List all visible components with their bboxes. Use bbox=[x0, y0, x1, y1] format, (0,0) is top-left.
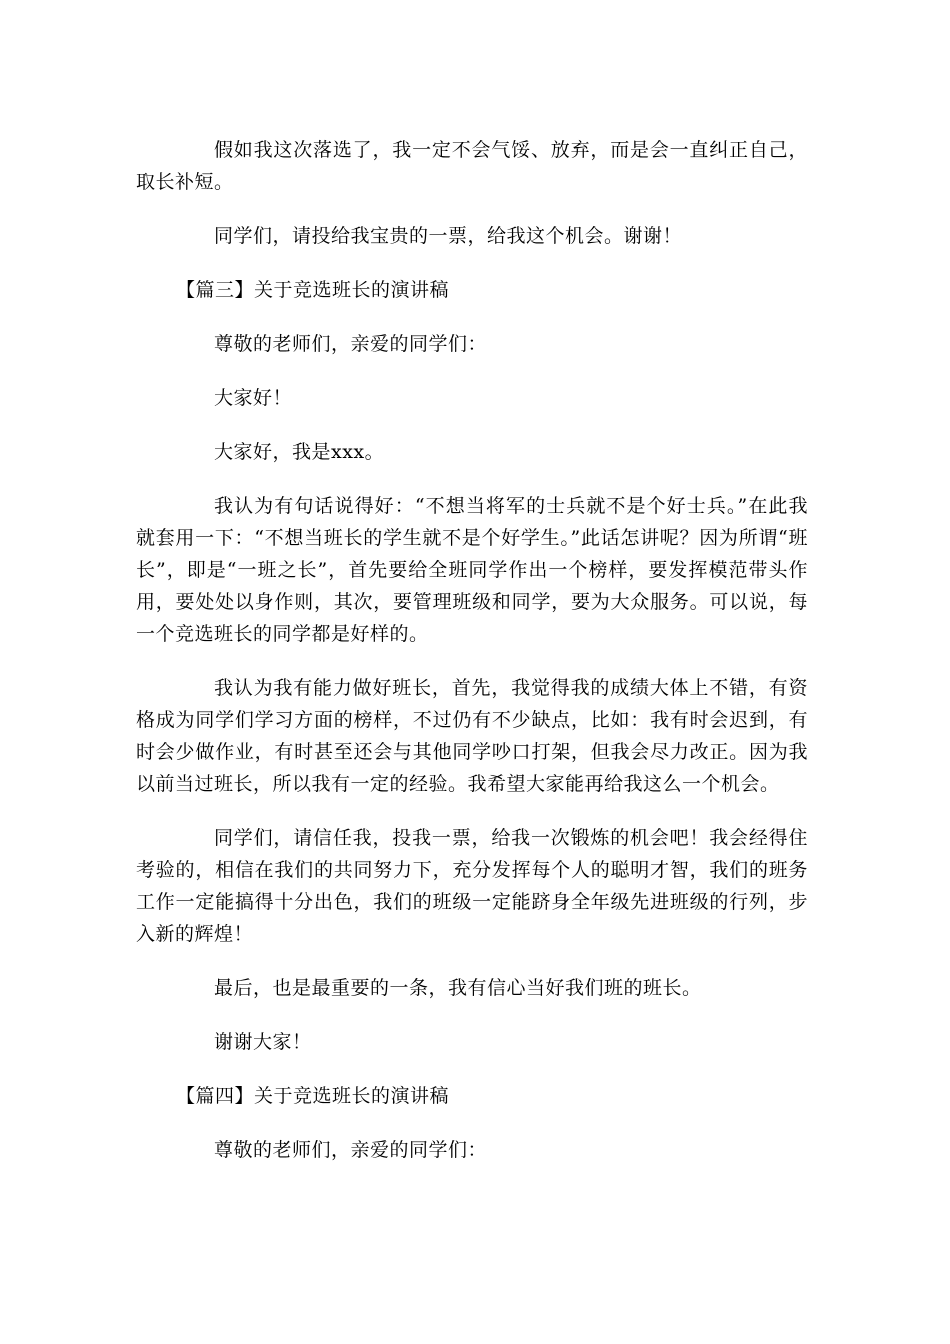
paragraph-salutation: 尊敬的老师们，亲爱的同学们： bbox=[214, 333, 488, 355]
section-heading-part4: 【篇四】关于竞选班长的演讲稿 bbox=[176, 1085, 450, 1107]
section-heading-part3: 【篇三】关于竞选班长的演讲稿 bbox=[176, 279, 450, 301]
paragraph-ability: 我认为我有能力做好班长，首先，我觉得我的成绩大体上不错，有资格成为同学们学习方面的榜样，不过仍有不少缺点，比如：我有时会迟到，有时会少做作业，有时甚至还会与其他同学吵口打架，但我会尽力改正。因为我以前当过班长，所以我有一定的经验。我希望大家能再给我这么一个机会。 bbox=[136, 677, 808, 795]
paragraph-lose-election: 假如我这次落选了，我一定不会气馁、放弃，而是会一直纠正自己，取长补短。 bbox=[136, 139, 808, 193]
paragraph-appeal: 同学们，请信任我，投我一票，给我一次锻炼的机会吧！我会经得住考验的，相信在我们的共同努力下，充分发挥每个人的聪明才智，我们的班务工作一定能搞得十分出色，我们的班级一定能跻身全年级先进班级的行列，步入新的辉煌！ bbox=[136, 827, 808, 945]
paragraph-confidence: 最后，也是最重要的一条，我有信心当好我们班的班长。 bbox=[214, 977, 702, 999]
paragraph-thanks: 谢谢大家！ bbox=[214, 1031, 312, 1053]
paragraph-greeting: 大家好！ bbox=[214, 387, 293, 409]
paragraph-introduction: 大家好，我是xxx。 bbox=[214, 441, 385, 463]
document-body bbox=[136, 134, 808, 1188]
paragraph-vote-request: 同学们，请投给我宝贵的一票，给我这个机会。谢谢！ bbox=[214, 225, 683, 247]
paragraph-salutation-part4: 尊敬的老师们，亲爱的同学们： bbox=[214, 1139, 488, 1161]
paragraph-motivation: 我认为有句话说得好：“不想当将军的士兵就不是个好士兵。”在此我就套用一下：“不想当班长的学生就不是个好学生。”此话怎讲呢？因为所谓“班长”，即是“一班之长”，首先要给全班同学作出一个榜样，要发挥模范带头作用，要处处以身作则，其次，要管理班级和同学，要为大众服务。可以说，每一个竞选班长的同学都是好样的。 bbox=[136, 495, 808, 645]
